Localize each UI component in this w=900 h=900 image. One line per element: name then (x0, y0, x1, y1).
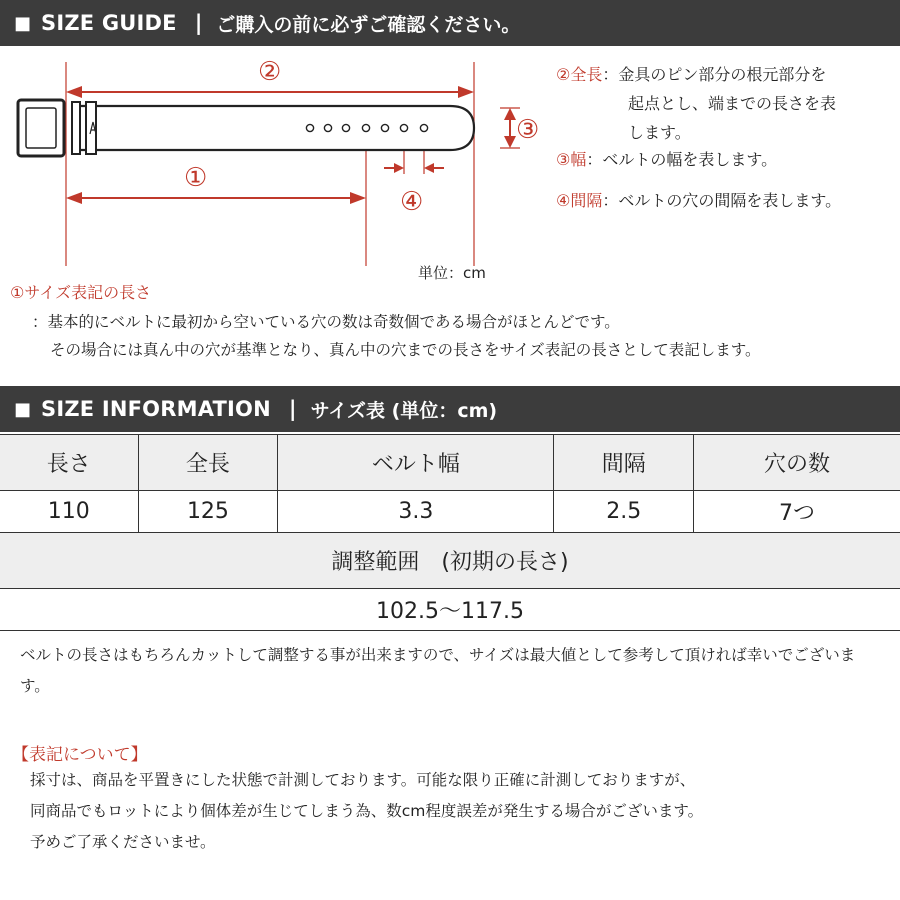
header-square-icon: ■ (14, 398, 32, 420)
arrow-head-down (504, 136, 516, 148)
belt-strap (74, 106, 474, 150)
size-note-title: ①サイズ表記の長さ (10, 283, 152, 302)
header-separator: | (288, 397, 297, 421)
desc-interval-key: ④間隔 (556, 191, 603, 210)
arrow-head-left (66, 86, 82, 98)
notation-line2: 同商品でもロットにより個体差が生じてしまう為、数cm程度誤差が発生する場合がございます。 (30, 802, 704, 820)
belt-hole (362, 124, 369, 131)
belt-hole (420, 124, 427, 131)
marker-3: ③ (516, 115, 540, 145)
notation-line1: 採寸は、商品を平置きにした状態で計測しております。可能な限り正確に計測しておりますが、 (30, 771, 696, 789)
desc-width (556, 145, 777, 174)
size-guide-subtitle: ご購入の前に必ずご確認ください。 (216, 13, 521, 36)
header-belt-width: ベルト幅 (278, 435, 554, 491)
size-guide-title: SIZE GUIDE (41, 11, 177, 35)
header-square-icon: ■ (14, 12, 32, 34)
size-information-subtitle: サイズ表 (単位：cm) (310, 399, 498, 422)
desc-full-length-key: ②全長 (556, 65, 603, 84)
adjust-label: 調整範囲 (初期の長さ) (0, 533, 900, 589)
size-note-line1: ：基本的にベルトに最初から空いている穴の数は奇数個である場合がほとんどです。 (32, 313, 620, 331)
header-length: 長さ (0, 435, 138, 491)
belt-hole (324, 124, 331, 131)
adjust-value-row (0, 589, 900, 631)
arrow-head-right-2 (350, 192, 366, 204)
belt-hole (381, 124, 388, 131)
unit-label: 単位：cm (418, 264, 486, 282)
desc-interval-text: ：ベルトの穴の間隔を表します。 (602, 191, 842, 210)
arrow-interval-head-right (424, 163, 434, 173)
belt-keeper-1 (72, 102, 80, 154)
value-full-length: 125 (138, 491, 278, 533)
value-belt-width: 3.3 (278, 491, 554, 533)
length-note: ベルトの長さはもちろんカットして調整する事が出来ますので、サイズは最大値として参考して頂ければ幸いでございます。 (20, 646, 856, 695)
adjust-value: 102.5〜117.5 (0, 589, 900, 631)
arrow-head-up (504, 108, 516, 120)
desc-full-length-line2: 起点とし、端までの長さを表 (628, 94, 837, 113)
belt-hole (342, 124, 349, 131)
arrow-head-right (458, 86, 474, 98)
size-note-line2: その場合には真ん中の穴が基準となり、真ん中の穴までの長さをサイズ表記の長さとして表記します。 (50, 341, 761, 359)
header-hole-count: 穴の数 (694, 435, 900, 491)
table-row (0, 491, 900, 533)
size-information-header (0, 386, 900, 432)
adjust-header-row (0, 533, 900, 589)
value-hole-count: 7つ (694, 491, 900, 533)
belt-hole (306, 124, 313, 131)
arrow-head-left-2 (66, 192, 82, 204)
header-full-length: 全長 (138, 435, 278, 491)
header-interval: 間隔 (554, 435, 694, 491)
notation-line3: 予めご了承くださいませ。 (30, 833, 216, 851)
size-table (0, 434, 900, 631)
belt-hole (400, 124, 407, 131)
value-length: 110 (0, 491, 138, 533)
arrow-interval-head-left (394, 163, 404, 173)
notation-title: 【表記について】 (12, 745, 148, 765)
desc-interval (556, 186, 841, 215)
desc-full-length-text: ：金具のピン部分の根元部分を (602, 65, 827, 84)
desc-full-length (556, 60, 826, 89)
marker-1: ① (184, 163, 208, 193)
marker-2: ② (258, 57, 282, 87)
marker-4: ④ (400, 187, 424, 217)
desc-full-length-line3: します。 (628, 123, 691, 142)
desc-width-key: ③幅 (556, 150, 587, 169)
table-header-row (0, 435, 900, 491)
header-separator: | (194, 11, 203, 35)
size-information-title: SIZE INFORMATION (41, 397, 271, 421)
value-interval: 2.5 (554, 491, 694, 533)
size-guide-header (0, 0, 900, 46)
desc-width-text: ：ベルトの幅を表します。 (586, 150, 778, 169)
